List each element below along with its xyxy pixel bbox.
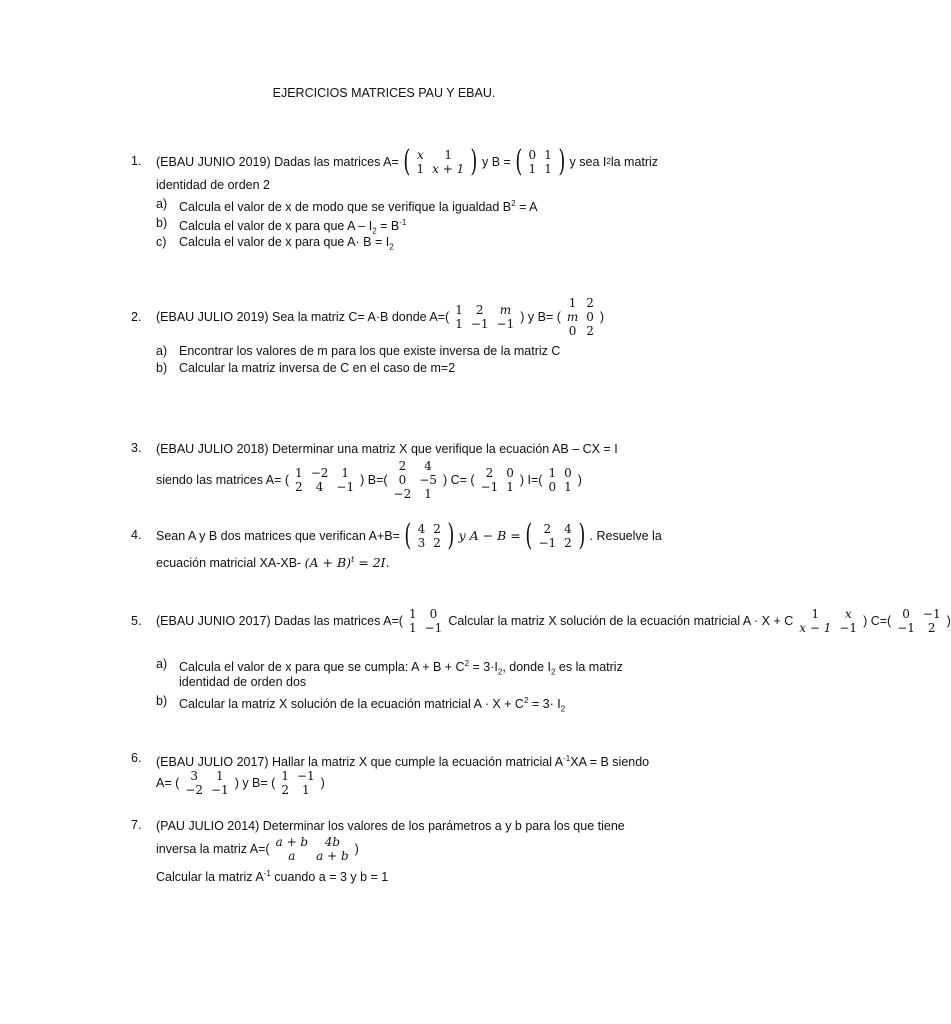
exercise-text: la matriz <box>610 155 659 169</box>
matrix-cell: −2 <box>185 783 203 797</box>
exercise-number: 3. <box>131 441 142 455</box>
matrix-cell: −5 <box>419 473 437 487</box>
matrix-cell: −1 <box>336 480 355 494</box>
exercise-text: ) <box>946 614 951 628</box>
matrix-cell: 1 <box>341 466 350 480</box>
exercise-text: (EBAU JULIO 2018) Determinar una matriz X que verifique la ecuación AB – CX = I <box>156 442 618 456</box>
matrix-cell: 2 <box>281 783 289 797</box>
matrix-cell: x <box>416 148 424 162</box>
exercise-text: (EBAU JUNIO 2017) Dadas las matrices A=( <box>156 614 403 628</box>
matrix-cell: 3 <box>417 536 426 550</box>
matrix-cell: 2 <box>586 324 594 338</box>
exercise-text: ecuación matricial XA-XB- $(A + B)^t = 2I$. <box>156 555 390 571</box>
exercise-text: ) <box>577 473 582 487</box>
matrix-cell: 2 <box>586 296 594 310</box>
matrix-cell: 3 <box>190 769 198 783</box>
exercise-text: ) y B= ( <box>234 776 276 790</box>
matrix-cell: 1 <box>811 607 820 621</box>
matrix-cell: 2 <box>433 522 441 536</box>
exercise-text: ) B=( <box>360 473 388 487</box>
math-text: y A − B = <box>458 528 521 543</box>
matrix-cell: x − 1 <box>799 621 832 635</box>
matrix-cell: 1 <box>564 480 572 494</box>
matrix-cell: 4 <box>315 480 324 494</box>
matrix-cell: 1 <box>444 148 453 162</box>
item-c: Calcula el valor de x para que $A\cdot B = I_2$ <box>179 235 394 252</box>
matrix-cell: 2 <box>564 536 572 550</box>
matrix-cell: m <box>566 310 579 324</box>
matrix-cell: 0 <box>902 607 910 621</box>
exercise-text: ) <box>354 842 359 856</box>
matrix-cell: −1 <box>839 621 858 635</box>
exercise-text: ) <box>599 310 605 324</box>
exercise-text: y B = <box>481 155 511 169</box>
matrix-cell: 0 <box>429 607 438 621</box>
matrix-cell: −1 <box>210 783 229 797</box>
exercise-text: . Resuelve la <box>589 529 662 543</box>
exercise-text: ) I=( <box>519 473 543 487</box>
matrix-cell: −1 <box>922 607 941 621</box>
matrix-cell: 1 <box>416 162 425 176</box>
exercise-number: 5. <box>131 614 142 628</box>
exercise-text: siendo las matrices A= ( <box>156 473 290 487</box>
matrix-a <box>291 466 358 494</box>
matrix-cell: 2 <box>475 303 484 317</box>
exercise-text: (EBAU JULIO 2019) Sea la matriz C= A·B donde A=( <box>156 310 450 324</box>
matrix-a <box>272 835 353 863</box>
matrix-sum: ( 4 2 3 2 ) <box>404 518 455 553</box>
item-label: a) <box>156 197 168 211</box>
subscript: 2 <box>606 157 611 166</box>
exercise-text: (EBAU JULIO 2017) Hallar la matriz X que cumple la ecuación matricial $A^{-1}XA = B$ siendo <box>156 754 650 770</box>
matrix-cell: 1 <box>424 487 432 501</box>
matrix-cell: −1 <box>897 621 915 635</box>
matrix-b: ( 0 1 1 1 ) <box>515 144 566 179</box>
item-label: b) <box>156 361 168 375</box>
exercise-text: Calcular la matriz $A^{-1}$ cuando a = 3 y b = 1 <box>156 869 389 885</box>
matrix-cell: 2 <box>295 480 303 494</box>
matrix-i <box>544 466 575 494</box>
exercise-text: ) <box>320 776 325 790</box>
matrix-cell: 2 <box>398 459 407 473</box>
matrix-cell: 0 <box>548 480 557 494</box>
item-a-continued: identidad de orden dos <box>179 675 307 689</box>
matrix-cell: 1 <box>302 783 310 797</box>
exercise-number: 4. <box>131 528 142 542</box>
item-label: b) <box>156 216 168 230</box>
matrix-cell: 0 <box>586 310 594 324</box>
matrix-a: ( x 1 1 x + 1 ) <box>403 144 478 179</box>
matrix-cell: 0 <box>528 148 537 162</box>
matrix-cell: −1 <box>296 769 315 783</box>
item-a: Calcula el valor de x para que se cumpla: $A + B + C^2 = 3\cdot I_2$, donde $I_2$ es la matriz <box>179 659 623 677</box>
exercise-number: 2. <box>131 310 142 324</box>
matrix-cell: −1 <box>480 480 499 494</box>
exercise-text: A= ( <box>156 776 180 790</box>
item-b: Calcula el valor de x para que $A - I_2 = B^{-1}$ <box>179 218 407 236</box>
matrix-cell: −1 <box>424 621 443 635</box>
matrix-cell: 1 <box>528 162 537 176</box>
matrix-a <box>181 769 232 797</box>
exercise-text: y sea I <box>569 155 607 169</box>
matrix-cell: 1 <box>295 466 303 480</box>
matrix-cell: x + 1 <box>432 162 465 176</box>
matrix-cell: a + b <box>316 849 349 863</box>
matrix-cell: −1 <box>538 536 557 550</box>
matrix-cell: 1 <box>455 303 463 317</box>
matrix-b <box>563 296 598 338</box>
matrix-cell: 0 <box>506 466 514 480</box>
matrix-cell: 4b <box>324 835 341 849</box>
item-a: Calcula el valor de x de modo que se verifique la igualdad $B^2 = A$ <box>179 199 538 215</box>
matrix-cell: 2 <box>543 522 552 536</box>
matrix-cell: −2 <box>310 466 329 480</box>
matrix-cell: a <box>288 849 296 863</box>
exercise-number: 1. <box>131 154 142 168</box>
matrix-b <box>795 607 861 635</box>
exercise-number: 6. <box>131 751 142 765</box>
matrix-cell: 1 <box>506 480 514 494</box>
exercise-text: ) y B= ( <box>520 310 561 324</box>
item-b: Calcular la matriz X solución de la ecuación matricial $A \cdot X + C^2 = 3\cdot I_2$ <box>179 696 566 714</box>
matrix-diff: ( 2 4 −1 2 ) <box>525 518 586 553</box>
page-title: EJERCICIOS MATRICES PAU Y EBAU. <box>272 86 496 100</box>
matrix-cell: 4 <box>424 459 432 473</box>
matrix-cell: 2 <box>433 536 441 550</box>
exercise-text: inversa la matriz A=( <box>156 842 270 856</box>
matrix-cell: 0 <box>568 324 577 338</box>
matrix-cell: 1 <box>281 769 289 783</box>
matrix-cell: 4 <box>564 522 572 536</box>
matrix-cell: 1 <box>408 607 417 621</box>
matrix-cell: −2 <box>393 487 412 501</box>
exercise-text: Calcular la matriz X solución de la ecuación matricial A · X + C <box>448 614 794 628</box>
matrix-cell: 0 <box>398 473 407 487</box>
matrix-cell: 0 <box>564 466 572 480</box>
item-label: a) <box>156 344 168 358</box>
matrix-c <box>477 466 518 494</box>
matrix-c <box>893 607 944 635</box>
matrix-cell: 1 <box>544 148 552 162</box>
exercise-text: ) C= ( <box>442 473 475 487</box>
exercise-number: 7. <box>131 818 142 832</box>
matrix-cell: 2 <box>927 621 936 635</box>
item-label: a) <box>156 657 168 671</box>
exercise-text: (EBAU JUNIO 2019) Dadas las matrices A= <box>156 155 399 169</box>
matrix-b <box>390 459 441 501</box>
item-b: Calcular la matriz inversa de C en el caso de m=2 <box>179 361 456 375</box>
matrix-a <box>451 303 518 331</box>
item-label: b) <box>156 694 168 708</box>
matrix-cell: −1 <box>470 317 489 331</box>
matrix-cell: 1 <box>455 317 463 331</box>
matrix-cell: 2 <box>485 466 494 480</box>
matrix-b <box>277 769 318 797</box>
exercise-text: identidad de orden 2 <box>156 178 270 192</box>
exercise-text: ) C=( <box>863 614 892 628</box>
matrix-cell: x <box>844 607 852 621</box>
item-a: Encontrar los valores de m para los que existe inversa de la matriz C <box>179 344 561 358</box>
matrix-cell: a + b <box>275 835 309 849</box>
matrix-cell: 1 <box>216 769 224 783</box>
matrix-cell: 1 <box>408 621 417 635</box>
item-label: c) <box>156 235 167 249</box>
matrix-cell: 1 <box>548 466 557 480</box>
matrix-cell: −1 <box>496 317 515 331</box>
matrix-cell: 1 <box>568 296 577 310</box>
exercise-text: Sean A y B dos matrices que verifican A+B= <box>156 529 400 543</box>
matrix-a <box>405 607 446 635</box>
matrix-cell: 1 <box>544 162 552 176</box>
exercise-text: (PAU JULIO 2014) Determinar los valores de los parámetros a y b para los que tiene <box>156 819 625 833</box>
matrix-cell: m <box>499 303 512 317</box>
matrix-cell: 4 <box>417 522 426 536</box>
